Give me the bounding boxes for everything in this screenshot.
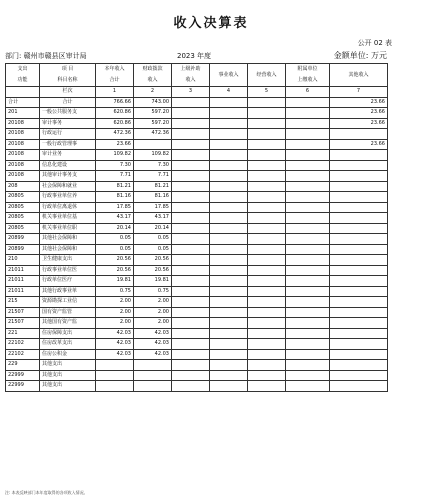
row-business — [210, 244, 248, 255]
row-business — [210, 381, 248, 392]
row-operating — [248, 234, 286, 245]
row-business — [210, 370, 248, 381]
row-business — [210, 160, 248, 171]
row-fiscal: 43.17 — [134, 213, 172, 224]
row-fiscal: 7.71 — [134, 171, 172, 182]
row-name: 机关事业单位职 — [40, 223, 96, 234]
table-row — [6, 339, 388, 350]
row-superior — [172, 255, 210, 266]
row-affiliated — [286, 318, 330, 329]
row-total — [96, 370, 134, 381]
row-code: 21011 — [6, 286, 40, 297]
row-affiliated — [286, 286, 330, 297]
report-meta — [5, 50, 387, 62]
table-row — [6, 160, 388, 171]
row-affiliated — [286, 370, 330, 381]
row-affiliated — [286, 381, 330, 392]
row-code: 22102 — [6, 339, 40, 350]
row-name: 信息化建设 — [40, 160, 96, 171]
row-total: 620.86 — [96, 108, 134, 119]
table-row — [6, 181, 388, 192]
row-other — [330, 202, 388, 213]
row-affiliated — [286, 265, 330, 276]
row-code: 20108 — [6, 150, 40, 161]
table-row — [6, 129, 388, 140]
table-row — [6, 276, 388, 287]
row-total: 17.85 — [96, 202, 134, 213]
index-row: 栏次 1 2 3 4 5 6 7 — [6, 87, 388, 98]
table-row — [6, 192, 388, 203]
row-code: 20805 — [6, 192, 40, 203]
row-name: 其他支出 — [40, 360, 96, 371]
row-operating — [248, 297, 286, 308]
row-fiscal: 0.05 — [134, 244, 172, 255]
row-affiliated — [286, 349, 330, 360]
row-operating — [248, 202, 286, 213]
row-business — [210, 213, 248, 224]
header-total: 本年收入 合计 — [96, 64, 134, 87]
row-fiscal: 109.82 — [134, 150, 172, 161]
row-other — [330, 192, 388, 203]
row-superior — [172, 234, 210, 245]
row-code: 20899 — [6, 244, 40, 255]
table-row — [6, 234, 388, 245]
row-operating — [248, 160, 286, 171]
row-code: 20805 — [6, 202, 40, 213]
row-superior — [172, 223, 210, 234]
row-other — [330, 307, 388, 318]
row-operating — [248, 370, 286, 381]
row-total: 7.71 — [96, 171, 134, 182]
department-label: 部门: 赣州市赣县区审计局 — [5, 52, 87, 60]
row-name: 国有资产监管 — [40, 307, 96, 318]
row-superior — [172, 328, 210, 339]
row-name: 机关事业单位基 — [40, 213, 96, 224]
row-business — [210, 118, 248, 129]
row-code: 221 — [6, 328, 40, 339]
row-name: 行政事业单位医 — [40, 265, 96, 276]
row-superior — [172, 265, 210, 276]
row-superior — [172, 181, 210, 192]
row-name: 其他国有资产监 — [40, 318, 96, 329]
row-affiliated — [286, 108, 330, 119]
row-fiscal: 2.00 — [134, 318, 172, 329]
row-superior — [172, 139, 210, 150]
row-other — [330, 286, 388, 297]
row-affiliated — [286, 339, 330, 350]
row-fiscal: 2.00 — [134, 297, 172, 308]
row-business — [210, 297, 248, 308]
row-fiscal: 2.00 — [134, 307, 172, 318]
row-total: 42.03 — [96, 339, 134, 350]
header-code: 支出 功能 — [6, 64, 40, 87]
income-table — [5, 63, 388, 392]
row-fiscal: 597.20 — [134, 108, 172, 119]
row-name: 一般公共服务支 — [40, 108, 96, 119]
row-affiliated — [286, 234, 330, 245]
row-affiliated — [286, 213, 330, 224]
row-business — [210, 171, 248, 182]
row-name: 审计业务 — [40, 150, 96, 161]
row-fiscal: 20.14 — [134, 223, 172, 234]
row-business — [210, 265, 248, 276]
row-operating — [248, 307, 286, 318]
row-total: 42.03 — [96, 328, 134, 339]
table-row — [6, 328, 388, 339]
row-business — [210, 202, 248, 213]
table-row — [6, 307, 388, 318]
row-code: 20108 — [6, 129, 40, 140]
report-title: 收入决算表 — [173, 16, 249, 31]
row-name: 住房公积金 — [40, 349, 96, 360]
row-operating — [248, 139, 286, 150]
row-operating — [248, 223, 286, 234]
row-code: 210 — [6, 255, 40, 266]
table-row — [6, 370, 388, 381]
row-fiscal: 42.03 — [134, 339, 172, 350]
header-name: 项 目 科目名称 — [40, 64, 96, 87]
row-fiscal: 81.21 — [134, 181, 172, 192]
row-total: 0.05 — [96, 244, 134, 255]
row-operating — [248, 129, 286, 140]
table-row — [6, 349, 388, 360]
row-superior — [172, 286, 210, 297]
row-affiliated — [286, 150, 330, 161]
row-business — [210, 181, 248, 192]
row-business — [210, 108, 248, 119]
row-other — [330, 160, 388, 171]
header-fiscal: 财政拨款 收入 — [134, 64, 172, 87]
sum-other: 23.66 — [330, 97, 388, 108]
row-other: 23.66 — [330, 108, 388, 119]
row-code: 21507 — [6, 318, 40, 329]
header-operating: 经营收入 — [248, 64, 286, 87]
row-business — [210, 339, 248, 350]
row-superior — [172, 244, 210, 255]
row-other — [330, 213, 388, 224]
row-affiliated — [286, 297, 330, 308]
row-operating — [248, 381, 286, 392]
row-business — [210, 286, 248, 297]
row-other — [330, 181, 388, 192]
row-total: 7.30 — [96, 160, 134, 171]
row-code: 20899 — [6, 234, 40, 245]
table-row — [6, 213, 388, 224]
row-affiliated — [286, 139, 330, 150]
table-row — [6, 108, 388, 119]
row-fiscal: 597.20 — [134, 118, 172, 129]
row-superior — [172, 381, 210, 392]
row-code: 20108 — [6, 171, 40, 182]
row-operating — [248, 192, 286, 203]
row-business — [210, 276, 248, 287]
table-row — [6, 265, 388, 276]
row-business — [210, 150, 248, 161]
row-business — [210, 349, 248, 360]
row-code: 20108 — [6, 160, 40, 171]
row-fiscal — [134, 381, 172, 392]
row-fiscal — [134, 360, 172, 371]
sum-row — [6, 97, 388, 108]
row-affiliated — [286, 192, 330, 203]
row-affiliated — [286, 160, 330, 171]
row-name: 住房保障支出 — [40, 328, 96, 339]
row-fiscal — [134, 370, 172, 381]
row-total: 20.14 — [96, 223, 134, 234]
row-total: 2.00 — [96, 297, 134, 308]
row-name: 住房改革支出 — [40, 339, 96, 350]
row-superior — [172, 129, 210, 140]
row-total — [96, 381, 134, 392]
header-superior: 上级补助 收入 — [172, 64, 210, 87]
row-code: 215 — [6, 297, 40, 308]
row-total: 0.75 — [96, 286, 134, 297]
table-row — [6, 150, 388, 161]
sum-label: 合计 — [40, 97, 96, 108]
row-other — [330, 223, 388, 234]
row-name: 资源勘探工业信 — [40, 297, 96, 308]
row-other — [330, 297, 388, 308]
row-fiscal: 7.30 — [134, 160, 172, 171]
row-affiliated — [286, 223, 330, 234]
row-fiscal: 0.75 — [134, 286, 172, 297]
table-row — [6, 202, 388, 213]
row-operating — [248, 328, 286, 339]
row-code: 20805 — [6, 213, 40, 224]
row-business — [210, 360, 248, 371]
sum-total: 766.66 — [96, 97, 134, 108]
table-row — [6, 318, 388, 329]
row-business — [210, 328, 248, 339]
row-affiliated — [286, 118, 330, 129]
row-total: 20.56 — [96, 255, 134, 266]
footnote: 注: 本表反映部门本年度取得的各项收入情况。 — [5, 490, 88, 495]
row-other — [330, 265, 388, 276]
row-superior — [172, 108, 210, 119]
row-total: 0.05 — [96, 234, 134, 245]
row-operating — [248, 150, 286, 161]
row-superior — [172, 339, 210, 350]
row-code: 21507 — [6, 307, 40, 318]
row-code: 20108 — [6, 139, 40, 150]
row-other — [330, 234, 388, 245]
row-name: 其他支出 — [40, 370, 96, 381]
row-other — [330, 328, 388, 339]
row-operating — [248, 318, 286, 329]
row-business — [210, 223, 248, 234]
sum-fiscal: 743.00 — [134, 97, 172, 108]
row-name: 行政单位离退休 — [40, 202, 96, 213]
row-total: 23.66 — [96, 139, 134, 150]
row-superior — [172, 360, 210, 371]
row-superior — [172, 349, 210, 360]
row-superior — [172, 297, 210, 308]
row-other — [330, 339, 388, 350]
row-total: 472.36 — [96, 129, 134, 140]
row-fiscal: 81.16 — [134, 192, 172, 203]
row-business — [210, 255, 248, 266]
row-fiscal: 19.81 — [134, 276, 172, 287]
row-total: 109.82 — [96, 150, 134, 161]
row-other: 23.66 — [330, 118, 388, 129]
row-affiliated — [286, 276, 330, 287]
row-fiscal: 17.85 — [134, 202, 172, 213]
row-affiliated — [286, 171, 330, 182]
table-row — [6, 223, 388, 234]
row-operating — [248, 360, 286, 371]
header-business: 事业收入 — [210, 64, 248, 87]
row-other — [330, 150, 388, 161]
row-total: 43.17 — [96, 213, 134, 224]
row-total: 81.16 — [96, 192, 134, 203]
row-code: 208 — [6, 181, 40, 192]
row-name: 其他行政事业单 — [40, 286, 96, 297]
row-operating — [248, 286, 286, 297]
row-operating — [248, 339, 286, 350]
form-number: 公开 02 表 — [357, 39, 392, 47]
row-business — [210, 129, 248, 140]
table-row — [6, 297, 388, 308]
row-other — [330, 129, 388, 140]
row-superior — [172, 150, 210, 161]
row-fiscal: 472.36 — [134, 129, 172, 140]
row-code: 229 — [6, 360, 40, 371]
row-superior — [172, 318, 210, 329]
row-superior — [172, 370, 210, 381]
unit-label: 金额单位: 万元 — [333, 51, 387, 60]
row-total — [96, 360, 134, 371]
row-operating — [248, 244, 286, 255]
row-code: 21011 — [6, 265, 40, 276]
row-superior — [172, 171, 210, 182]
row-total: 81.21 — [96, 181, 134, 192]
row-business — [210, 307, 248, 318]
table-row — [6, 244, 388, 255]
row-superior — [172, 307, 210, 318]
row-operating — [248, 255, 286, 266]
row-operating — [248, 349, 286, 360]
row-name: 其他社会保障和 — [40, 244, 96, 255]
row-fiscal: 42.03 — [134, 328, 172, 339]
row-superior — [172, 202, 210, 213]
row-superior — [172, 118, 210, 129]
table-row — [6, 381, 388, 392]
row-affiliated — [286, 129, 330, 140]
row-fiscal: 20.56 — [134, 255, 172, 266]
row-operating — [248, 276, 286, 287]
row-superior — [172, 160, 210, 171]
row-fiscal: 0.05 — [134, 234, 172, 245]
row-code: 22102 — [6, 349, 40, 360]
row-name: 行政单位医疗 — [40, 276, 96, 287]
row-total: 20.56 — [96, 265, 134, 276]
row-fiscal: 20.56 — [134, 265, 172, 276]
table-row — [6, 118, 388, 129]
row-business — [210, 318, 248, 329]
row-code: 22999 — [6, 381, 40, 392]
row-other — [330, 255, 388, 266]
row-name: 一般行政管理事 — [40, 139, 96, 150]
row-other — [330, 276, 388, 287]
row-other — [330, 381, 388, 392]
row-other — [330, 244, 388, 255]
row-affiliated — [286, 244, 330, 255]
row-name: 社会保障和就业 — [40, 181, 96, 192]
row-total: 19.81 — [96, 276, 134, 287]
table-row — [6, 286, 388, 297]
table-row — [6, 139, 388, 150]
row-code: 20108 — [6, 118, 40, 129]
row-total: 2.00 — [96, 307, 134, 318]
row-name: 行政事业单位养 — [40, 192, 96, 203]
row-business — [210, 139, 248, 150]
row-superior — [172, 192, 210, 203]
header-affiliated: 附属单位 上缴收入 — [286, 64, 330, 87]
row-operating — [248, 118, 286, 129]
row-name: 其他社会保障和 — [40, 234, 96, 245]
row-code: 201 — [6, 108, 40, 119]
row-business — [210, 234, 248, 245]
row-name: 其他审计事务支 — [40, 171, 96, 182]
row-code: 21011 — [6, 276, 40, 287]
header-other: 其他收入 — [330, 64, 388, 87]
row-superior — [172, 276, 210, 287]
row-affiliated — [286, 202, 330, 213]
row-operating — [248, 171, 286, 182]
row-code: 22999 — [6, 370, 40, 381]
sum-left: 合计 — [6, 97, 40, 108]
table-row — [6, 171, 388, 182]
index-label: 栏次 — [40, 87, 96, 98]
row-other — [330, 318, 388, 329]
year-label: 2023 年度 — [177, 52, 212, 60]
row-operating — [248, 181, 286, 192]
row-other: 23.66 — [330, 139, 388, 150]
row-fiscal — [134, 139, 172, 150]
row-other — [330, 370, 388, 381]
row-affiliated — [286, 360, 330, 371]
row-total: 42.03 — [96, 349, 134, 360]
row-superior — [172, 213, 210, 224]
row-affiliated — [286, 181, 330, 192]
row-total: 620.86 — [96, 118, 134, 129]
row-fiscal: 42.03 — [134, 349, 172, 360]
row-operating — [248, 108, 286, 119]
row-affiliated — [286, 255, 330, 266]
row-other — [330, 349, 388, 360]
table-row — [6, 255, 388, 266]
row-operating — [248, 213, 286, 224]
row-name: 卫生健康支出 — [40, 255, 96, 266]
table-row — [6, 360, 388, 371]
row-other — [330, 171, 388, 182]
row-affiliated — [286, 307, 330, 318]
row-total: 2.00 — [96, 318, 134, 329]
row-operating — [248, 265, 286, 276]
row-business — [210, 192, 248, 203]
row-name: 行政运行 — [40, 129, 96, 140]
header-row-1 — [6, 64, 388, 87]
row-affiliated — [286, 328, 330, 339]
row-name: 其他支出 — [40, 381, 96, 392]
row-name: 审计事务 — [40, 118, 96, 129]
row-other — [330, 360, 388, 371]
row-code: 20805 — [6, 223, 40, 234]
